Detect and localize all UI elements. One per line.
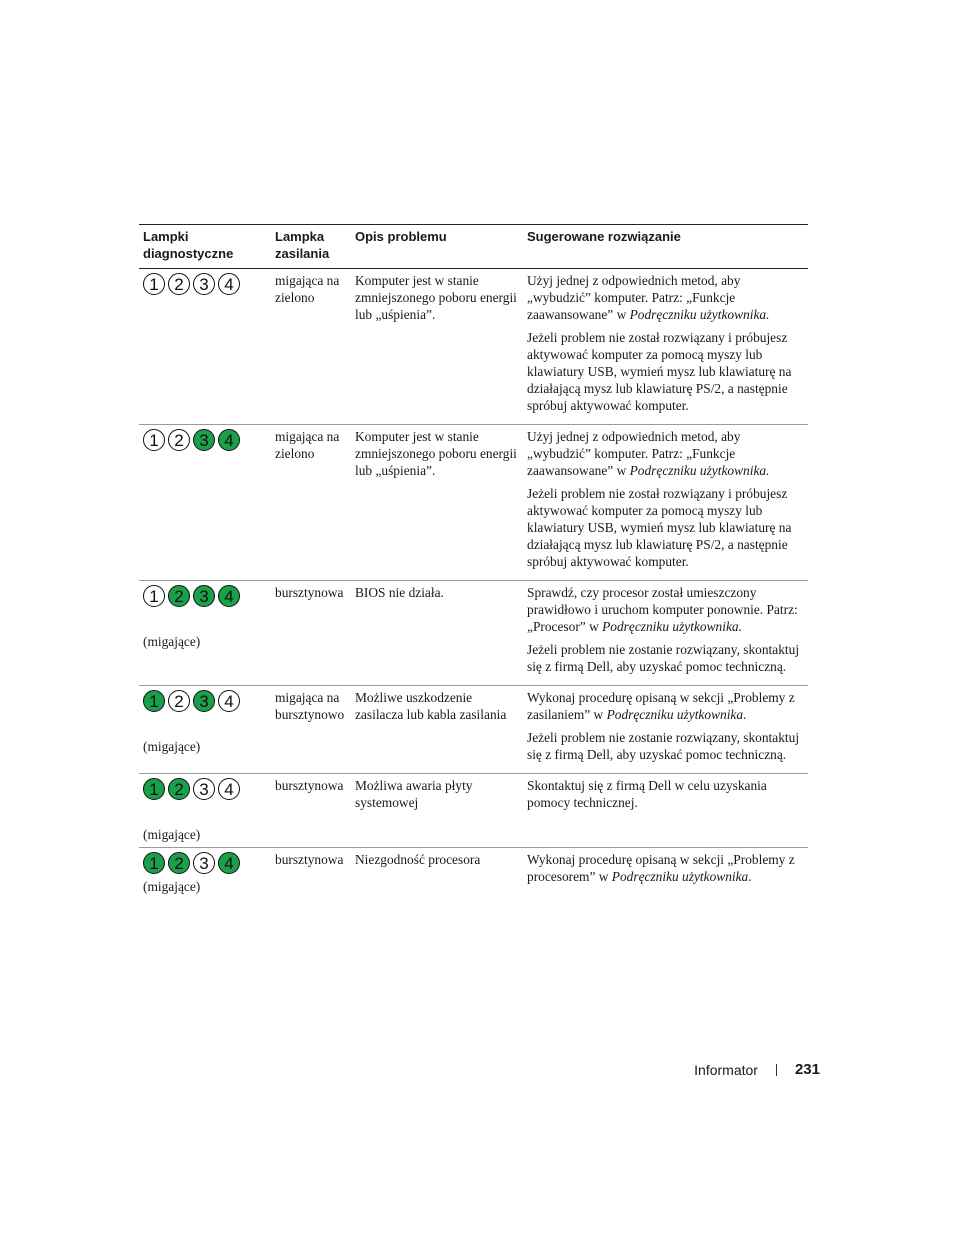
solution-text: Jeżeli problem nie został rozwiązany i próbujesz aktywować komputer za pomocą myszy lub klawiatury USB, wymień mysz lub klawiaturę na działającą mysz lub klawiaturę PS/2, a następnie spróbuj aktywować komputer.	[527, 330, 792, 413]
diagnostic-light-icon: 4	[218, 778, 240, 800]
header-problem-description: Opis problemu	[351, 225, 523, 269]
diagnostic-lights-pattern	[143, 690, 267, 712]
diagnostic-lights-cell	[139, 848, 271, 900]
power-light-cell: migająca na bursztynowo	[271, 686, 351, 774]
diagnostic-light-icon: 2	[168, 690, 190, 712]
problem-description-cell: BIOS nie działa.	[351, 581, 523, 686]
table-row	[139, 581, 808, 686]
diagnostic-lights-cell	[139, 686, 271, 774]
suggested-solution-cell	[523, 686, 808, 774]
header-power-light: Lampka zasilania	[271, 225, 351, 269]
solution-text: Skontaktuj się z firmą Dell w celu uzyskania pomocy technicznej.	[527, 778, 767, 810]
solution-paragraph	[527, 329, 804, 414]
diagnostic-light-icon: 4	[218, 585, 240, 607]
header-suggested-solution: Sugerowane rozwiązanie	[523, 225, 808, 269]
diagnostic-light-icon: 1	[143, 852, 165, 874]
diagnostic-light-icon: 1	[143, 778, 165, 800]
diagnostic-light-icon: 1	[143, 690, 165, 712]
diagnostic-light-icon: 4	[218, 429, 240, 451]
table-row	[139, 269, 808, 425]
diagnostic-light-icon: 3	[193, 778, 215, 800]
blinking-note: (migające)	[143, 827, 201, 842]
table-row	[139, 848, 808, 900]
footer-separator	[776, 1064, 777, 1076]
problem-description-cell: Komputer jest w stanie zmniejszonego poboru energii lub „uśpienia”.	[351, 269, 523, 425]
diagnostic-light-icon: 2	[168, 778, 190, 800]
diagnostic-light-icon: 1	[143, 429, 165, 451]
solution-text: Wykonaj procedurę opisaną w sekcji „Problemy z procesorem” w	[527, 852, 795, 884]
diagnostic-light-icon: 3	[193, 690, 215, 712]
table-row	[139, 425, 808, 581]
suggested-solution-cell	[523, 269, 808, 425]
problem-description-cell: Możliwe uszkodzenie zasilacza lub kabla zasilania	[351, 686, 523, 774]
blinking-note: (migające)	[143, 634, 201, 649]
problem-description-cell: Komputer jest w stanie zmniejszonego poboru energii lub „uśpienia”.	[351, 425, 523, 581]
diagnostic-light-icon: 2	[168, 852, 190, 874]
diagnostic-light-icon: 1	[143, 585, 165, 607]
solution-paragraph	[527, 851, 804, 885]
solution-paragraph	[527, 777, 804, 811]
manual-reference: Podręczniku użytkownika.	[629, 463, 770, 478]
power-light-cell: bursztynowa	[271, 581, 351, 686]
solution-text: Jeżeli problem nie został rozwiązany i próbujesz aktywować komputer za pomocą myszy lub klawiatury USB, wymień mysz lub klawiaturę na działającą mysz lub klawiaturę PS/2, a następnie spróbuj aktywować komputer.	[527, 486, 792, 569]
diagnostic-light-icon: 4	[218, 852, 240, 874]
problem-description-cell: Niezgodność procesora	[355, 852, 481, 867]
suggested-solution-cell	[523, 848, 808, 900]
solution-text: Użyj jednej z odpowiednich metod, aby „wybudzić” komputer. Patrz: „Funkcje zaawansowane” w	[527, 429, 741, 478]
diagnostic-light-icon: 1	[143, 273, 165, 295]
diagnostic-light-icon: 2	[168, 429, 190, 451]
manual-reference: Podręczniku użytkownika	[606, 707, 744, 722]
diagnostic-light-icon: 3	[193, 852, 215, 874]
diagnostic-light-icon: 4	[218, 273, 240, 295]
footer-section-title: Informator	[694, 1061, 758, 1078]
suggested-solution-cell	[523, 581, 808, 686]
solution-text: Jeżeli problem nie zostanie rozwiązany, skontaktuj się z firmą Dell, aby uzyskać pomoc techniczną.	[527, 730, 800, 762]
diagnostic-lights-pattern	[143, 778, 267, 800]
solution-paragraph	[527, 584, 804, 635]
solution-text-tail: .	[743, 707, 747, 722]
table-row	[139, 774, 808, 848]
diagnostic-light-icon: 3	[193, 585, 215, 607]
blinking-note: (migające)	[143, 739, 201, 754]
solution-paragraph	[527, 428, 804, 479]
diagnostic-lights-pattern	[143, 852, 267, 874]
manual-reference: Podręczniku użytkownika.	[602, 619, 742, 634]
solution-paragraph	[527, 689, 804, 723]
table-row	[139, 686, 808, 774]
solution-text: Sprawdź, czy procesor został umieszczony prawidłowo i uruchom komputer ponownie. Patrz: „Procesor” w	[527, 585, 798, 634]
solution-paragraph	[527, 272, 804, 323]
power-light-cell: bursztynowa	[271, 774, 351, 848]
table-body	[139, 269, 808, 900]
header-diagnostic-lights: Lampki diagnostyczne	[139, 225, 271, 269]
diagnostic-lights-pattern	[143, 585, 267, 607]
blinking-note: (migające)	[143, 879, 201, 894]
manual-reference: Podręczniku użytkownika	[611, 869, 749, 884]
diagnostic-lights-pattern	[143, 429, 267, 451]
diagnostic-light-icon: 3	[193, 429, 215, 451]
table-header-row	[139, 225, 808, 269]
diagnostic-lights-cell	[139, 425, 271, 581]
power-light-cell: migająca na zielono	[271, 425, 351, 581]
diagnostic-lights-pattern	[143, 273, 267, 295]
solution-paragraph	[527, 641, 804, 675]
suggested-solution-cell	[523, 425, 808, 581]
diagnostic-light-icon: 3	[193, 273, 215, 295]
power-light-cell: migająca na zielono	[271, 269, 351, 425]
suggested-solution-cell	[523, 774, 808, 848]
problem-description-cell: Możliwa awaria płyty systemowej	[351, 774, 523, 848]
solution-text: Użyj jednej z odpowiednich metod, aby „wybudzić” komputer. Patrz: „Funkcje zaawansowane” w	[527, 273, 741, 322]
solution-text: Wykonaj procedurę opisaną w sekcji „Problemy z zasilaniem” w	[527, 690, 795, 722]
page-footer	[694, 1061, 820, 1078]
page-number: 231	[794, 1061, 820, 1078]
solution-text: Jeżeli problem nie zostanie rozwiązany, skontaktuj się z firmą Dell, aby uzyskać pomoc techniczną.	[527, 642, 800, 674]
diagnostic-light-icon: 2	[168, 585, 190, 607]
solution-paragraph	[527, 729, 804, 763]
diagnostic-lights-table	[139, 224, 808, 899]
diagnostic-light-icon: 2	[168, 273, 190, 295]
diagnostic-light-icon: 4	[218, 690, 240, 712]
manual-reference: Podręczniku użytkownika.	[629, 307, 770, 322]
solution-text-tail: .	[748, 869, 752, 884]
power-light-cell: bursztynowa	[275, 852, 344, 867]
diagnostic-lights-cell	[139, 581, 271, 686]
diagnostic-lights-cell	[139, 774, 271, 848]
solution-paragraph	[527, 485, 804, 570]
diagnostic-lights-cell	[139, 269, 271, 425]
